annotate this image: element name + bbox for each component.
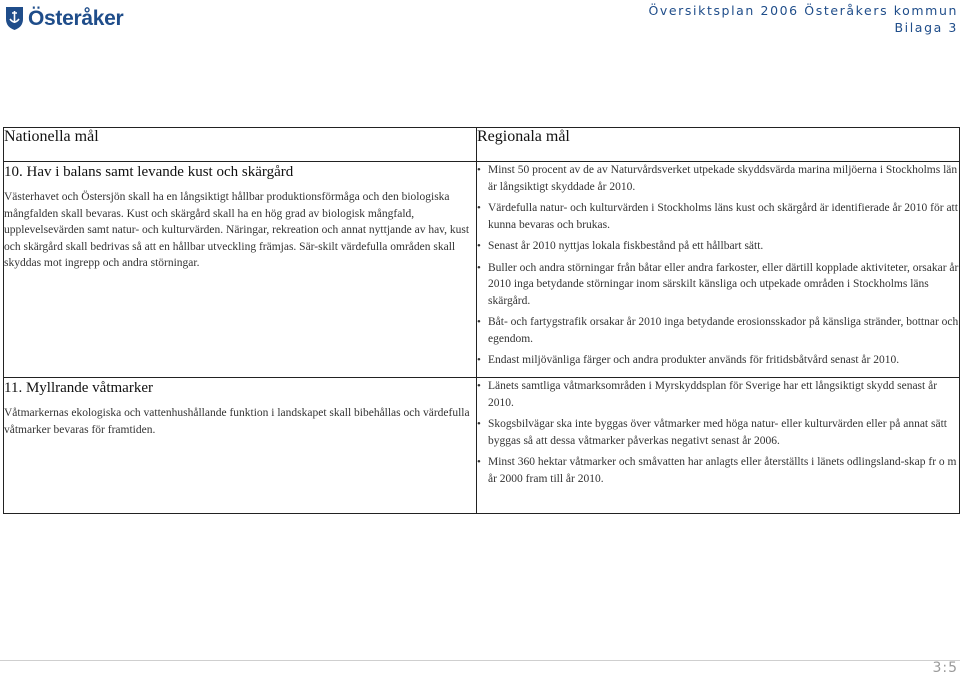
list-item: • Skogsbilvägar ska inte byggas över våtmarker med höga natur- eller kulturvärden eller på annat sätt byggas så att dessa våtmarker påverkas negativt senast år 2006.	[477, 416, 959, 449]
goal-description: Våtmarkernas ekologiska och vattenhushållande funktion i landskapet skall bibehållas och värdefulla våtmarker bevaras för framtiden.	[4, 407, 470, 436]
goal-title: 11. Myllrande våtmarker	[4, 380, 153, 396]
logo-text: Österåker	[28, 6, 124, 30]
list-item: • Länets samtliga våtmarksområden i Myrskyddsplan för Sverige har ett långsiktigt skydd senast år 2010.	[477, 378, 959, 411]
goal-description: Västerhavet och Östersjön skall ha en långsiktigt hållbar produktionsförmåga och den biologiska mångfalden skall bevaras. Kust och skärgård skall ha en hög grad av biologisk mångfald, upplevelsevärden samt natur- och kulturvärden. Näringar, rekreation och annat nyttjande av hav, kust och skärgård skall bedrivas så att en hållbar utveckling främjas. Sär-skilt värdefulla områden skall skyddas mot ingrepp och andra störningar.	[4, 191, 470, 269]
list-item: • Endast miljövänliga färger och andra produkter används för fritidsbåtvård senast år 2010.	[477, 352, 959, 369]
list-item: • Senast år 2010 nyttjas lokala fiskbestånd på ett hållbart sätt.	[477, 238, 959, 255]
page-number: 3:5	[932, 660, 958, 676]
document-title: Översiktsplan 2006 Österåkers kommun	[648, 3, 958, 18]
list-item: • Minst 50 procent av de av Naturvårdsverket utpekade skyddsvärda marina miljöerna i Stockholms län är långsiktigt skyddade år 2010.	[477, 162, 959, 195]
list-item: • Båt- och fartygstrafik orsakar år 2010 inga betydande erosionsskador på känsliga stränder, bottnar och egendom.	[477, 314, 959, 347]
national-goal-cell	[4, 378, 477, 514]
national-goal-cell	[4, 162, 477, 378]
regional-goals-header: Regionala mål	[477, 128, 960, 162]
regional-goals-cell	[477, 378, 960, 514]
list-item: • Minst 360 hektar våtmarker och småvatten har anlagts eller återställts i länets odlingsland-skap fr o m år 2000 fram till år 2010.	[477, 454, 959, 487]
regional-goals-cell	[477, 162, 960, 378]
document-header	[648, 2, 958, 36]
regional-goals-list	[477, 378, 959, 487]
footer-divider	[0, 660, 960, 661]
list-item: • Värdefulla natur- och kulturvärden i Stockholms läns kust och skärgård är identifierade år 2010 för att kunna bevaras och brukas.	[477, 200, 959, 233]
regional-goals-list	[477, 162, 959, 369]
national-goals-header: Nationella mål	[4, 128, 477, 162]
list-item: • Buller och andra störningar från båtar eller andra farkoster, eller därtill kopplade aktiviteter, orsakar år 2010 inga betydande störningar inom särskilt känsliga och utpekade områden i Stockholms läns skärgård.	[477, 260, 959, 310]
table-header-row	[4, 128, 960, 162]
appendix-label: Bilaga 3	[894, 20, 958, 35]
table-row	[4, 378, 960, 514]
anchor-shield-icon	[5, 6, 24, 31]
municipality-logo	[5, 6, 123, 31]
goal-title: 10. Hav i balans samt levande kust och skärgård	[4, 164, 294, 180]
goals-table	[3, 127, 960, 514]
table-row	[4, 162, 960, 378]
